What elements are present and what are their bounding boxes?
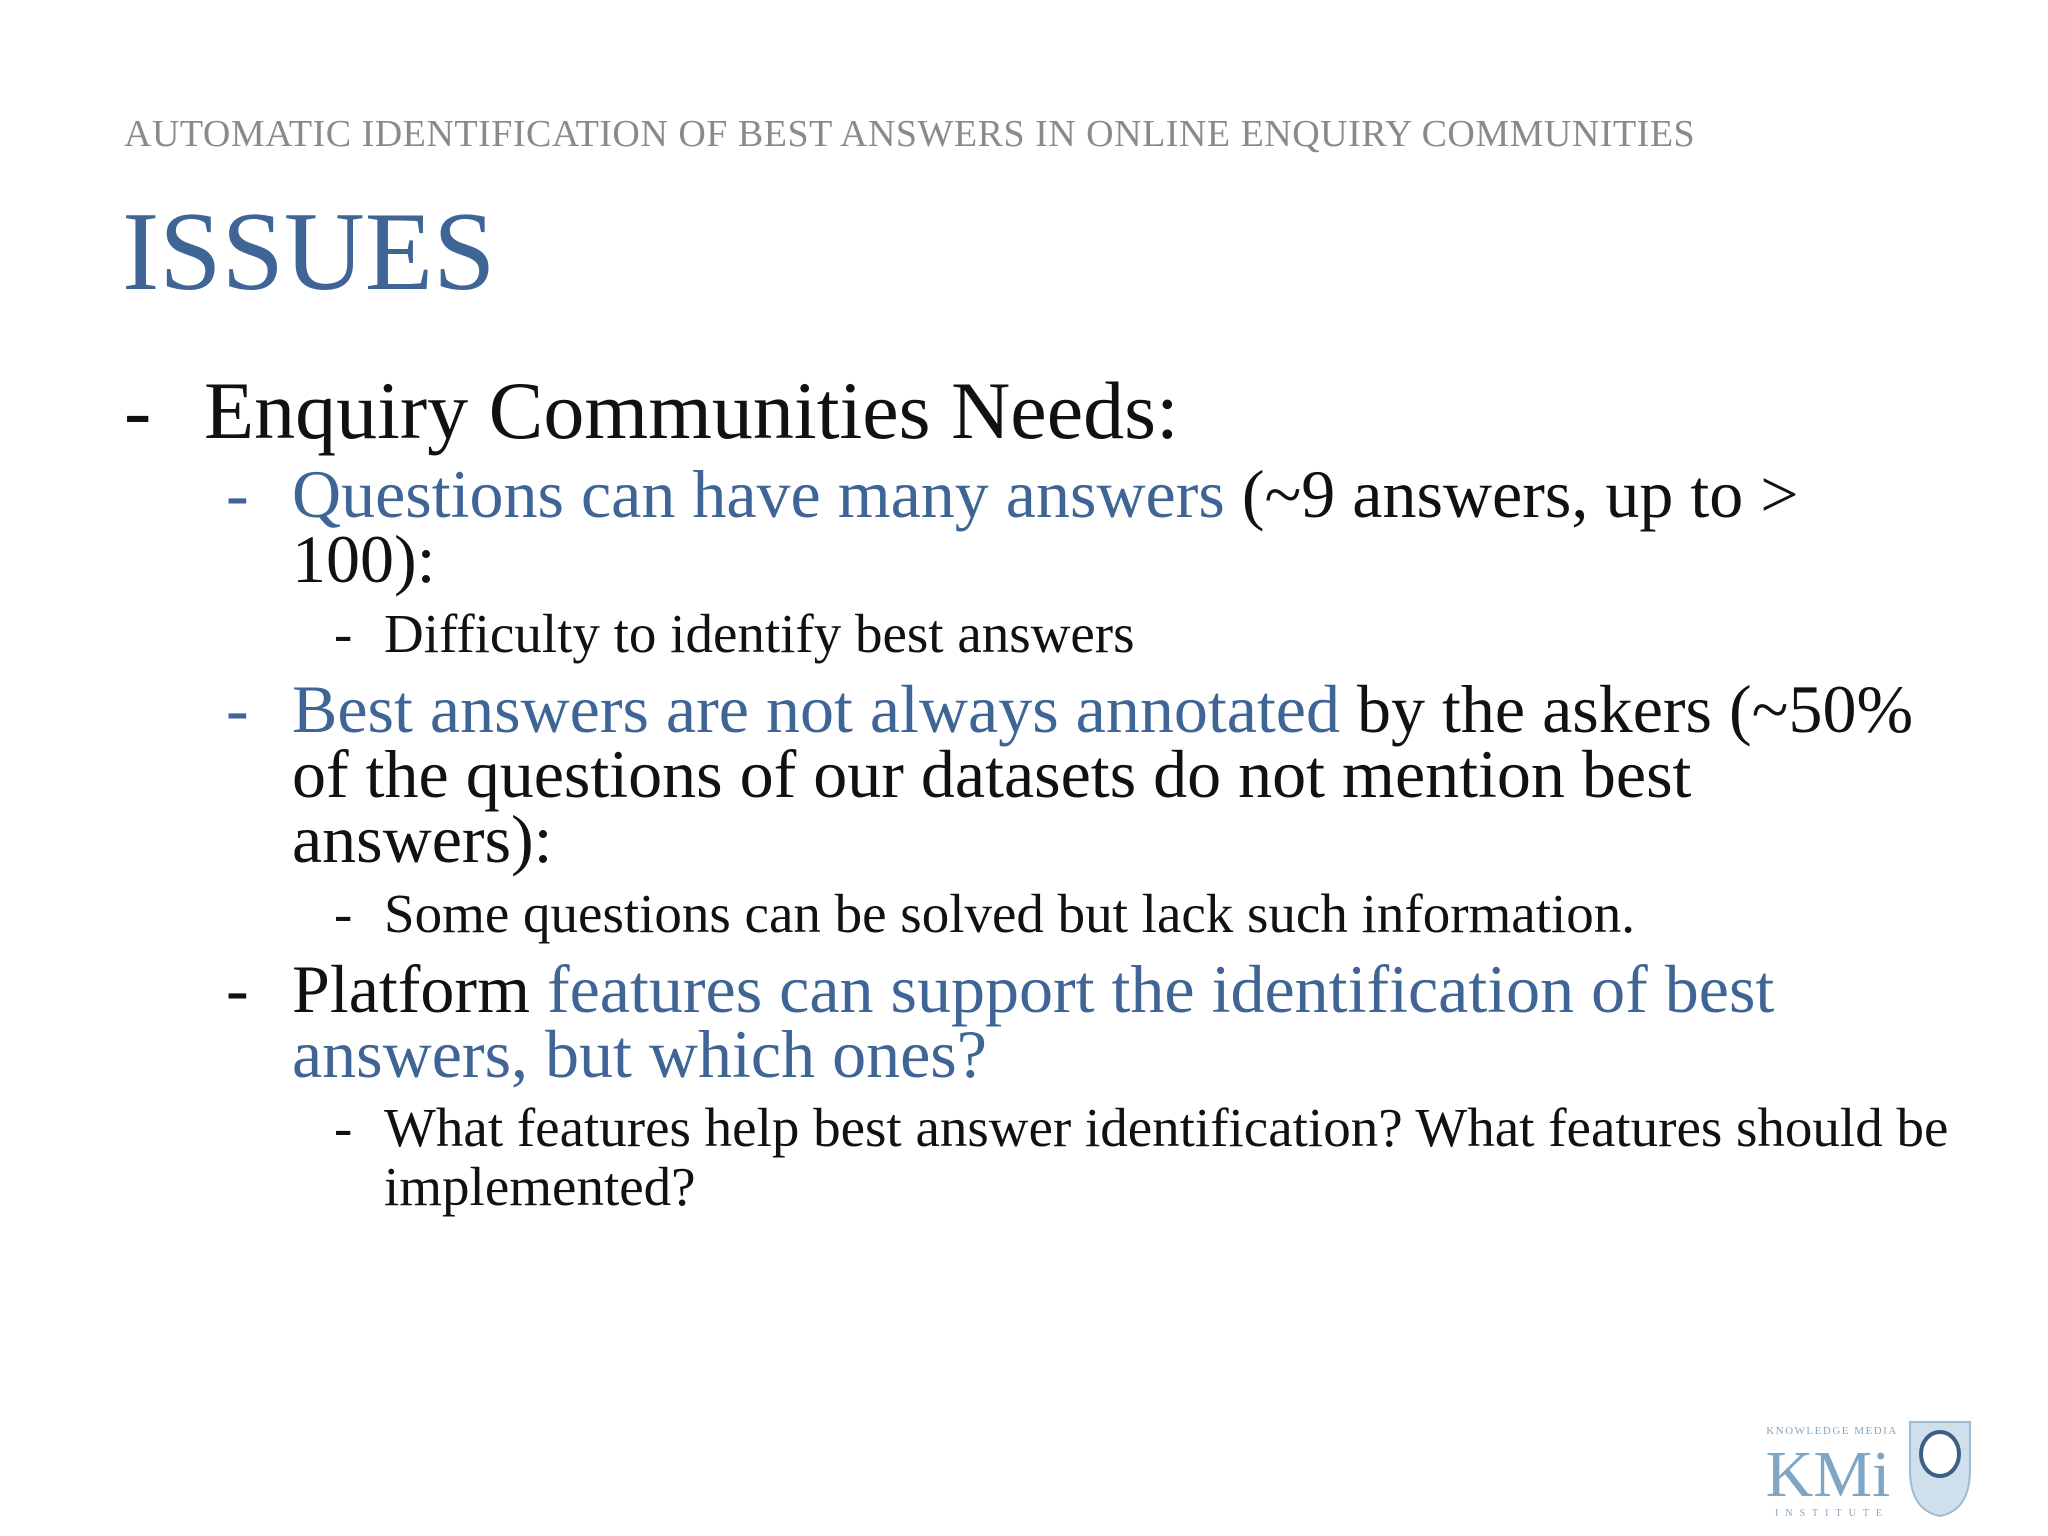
- bullet-enquiry-needs: [124, 365, 2048, 456]
- kmi-logo: [1740, 1420, 1980, 1520]
- bullet-text: [292, 456, 1946, 598]
- highlight-text: Best answers are not always annotated: [292, 670, 1340, 747]
- running-title: AUTOMATIC IDENTIFICATION OF BEST ANSWERS IN ONLINE ENQUIRY COMMUNITIES: [124, 113, 1696, 155]
- sub-bullet-what-features: [334, 1099, 1974, 1216]
- bullet-text: Enquiry Communities Needs:: [204, 365, 1179, 456]
- bullet-text: What features help best answer identification? What features should be implemented?: [384, 1097, 1949, 1217]
- bullet-marker: -: [124, 365, 152, 456]
- plain-text: by the askers (~50% of the questions of our datasets do not mention best answers):: [292, 670, 1914, 878]
- open-university-shield-icon: [1910, 1422, 1970, 1516]
- logo-bottom-text: INSTITUTE: [1774, 1508, 1890, 1519]
- bullet-text: Difficulty to identify best answers: [384, 602, 1135, 664]
- bullet-marker: -: [226, 670, 249, 747]
- sub-bullet-lack-information: [334, 882, 1974, 944]
- bullet-marker: -: [226, 950, 249, 1027]
- highlight-text: features can support the identification of best answers, but which ones?: [292, 950, 1775, 1093]
- plain-text: (~9 answers, up to > 100):: [292, 456, 1799, 598]
- logo-top-text: KNOWLEDGE MEDIA: [1766, 1425, 1898, 1437]
- slide-title: ISSUES: [122, 190, 496, 314]
- bullet-many-answers: [226, 456, 1946, 598]
- bullet-text: Some questions can be solved but lack such information.: [384, 882, 1636, 944]
- bullet-text: [292, 950, 1946, 1093]
- logo-main-text: KMi: [1765, 1438, 1891, 1511]
- highlight-text: Questions can have many answers: [292, 456, 1225, 532]
- bullet-platform-features: [226, 950, 1946, 1093]
- bullet-marker: -: [334, 882, 353, 944]
- bullet-marker: -: [334, 602, 353, 664]
- bullet-not-annotated: [226, 670, 1946, 878]
- bullet-marker: -: [226, 456, 249, 532]
- bullet-text: [292, 670, 1946, 878]
- sub-bullet-difficulty: [334, 602, 1974, 664]
- plain-text: Platform: [292, 950, 547, 1027]
- bullet-marker: -: [334, 1097, 353, 1159]
- slide-content: [0, 365, 2048, 1217]
